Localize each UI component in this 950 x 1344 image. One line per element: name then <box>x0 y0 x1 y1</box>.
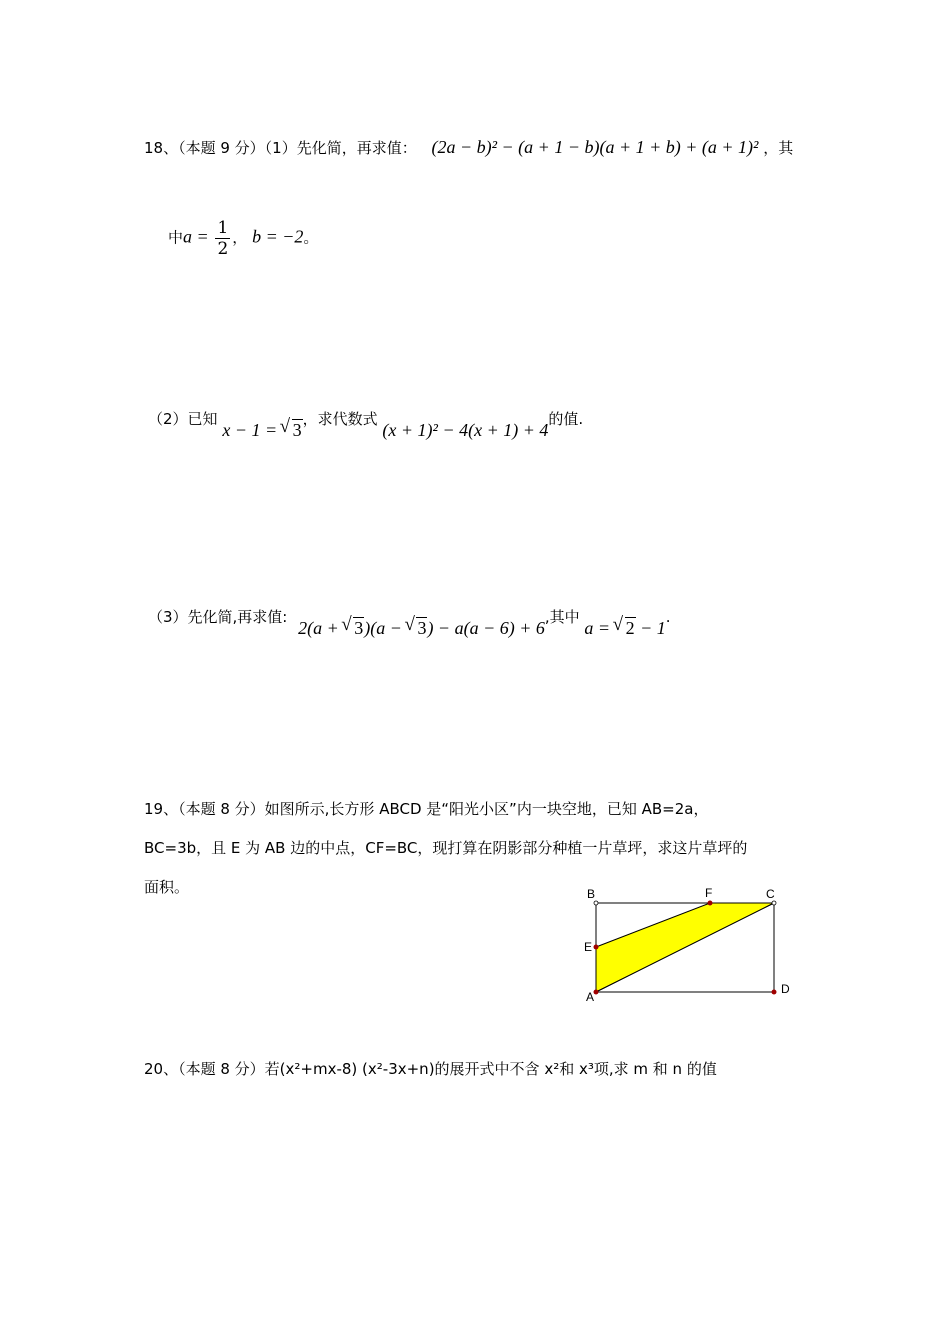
q18-part3-prefix: （3）先化简,再求值: <box>148 608 288 626</box>
label-a: A <box>586 990 595 1004</box>
q18-part2-cond-rad: 3 <box>292 420 302 440</box>
q18-end: 。 <box>303 228 319 247</box>
q19-line2: BC=3b，且 E 为 AB 边的中点，CF=BC，现打算在阴影部分种植一片草坪，求这片草坪的 <box>144 839 748 857</box>
q18-part3-cond-rhs: − 1 <box>640 618 666 638</box>
q18-part2-expr: (x + 1)² − 4(x + 1) + 4 <box>382 420 549 440</box>
q18-frac-num: 1 <box>217 218 229 238</box>
q18-part3-cond-lhs: a = <box>584 618 611 638</box>
q18-expression <box>432 137 759 157</box>
q18-part2-mid: ，求代数式 <box>302 410 378 428</box>
label-e: E <box>584 940 593 954</box>
q18-part3-rad2: 3 <box>417 618 427 638</box>
q18-part3-expr-b: )(a − <box>364 618 402 638</box>
q18-part2-end: 的值. <box>548 410 584 428</box>
q18-line2-prefix: 中 <box>168 228 184 247</box>
q18-part3-line <box>148 606 671 638</box>
label-c: C <box>766 887 775 901</box>
q19-line1: 19、（本题 8 分）如图所示,长方形 ABCD 是“阳光小区”内一块空地，已知 AB=2a， <box>144 800 709 818</box>
q18-expr1: (2a − b)² − (a + 1 − b)(a + 1 + b) + (a + 1)² <box>431 137 759 157</box>
q18-a-lhs: a = <box>183 226 209 247</box>
q18-part2-prefix: （2）已知 <box>148 410 218 428</box>
label-d: D <box>781 982 790 996</box>
point-f <box>708 901 713 906</box>
q18-b-expr: b = −2 <box>252 226 304 247</box>
q18-part3-condition <box>584 618 665 638</box>
q18-part2-line <box>148 408 584 440</box>
rectangle-figure <box>580 883 810 1008</box>
point-b <box>594 901 598 905</box>
q18-part3-end: . <box>665 608 671 626</box>
point-e <box>594 945 599 950</box>
q18-sep: ， <box>232 228 248 247</box>
q18-part1-line2 <box>168 218 318 259</box>
q18-part2-cond-lhs: x − 1 = <box>222 420 278 440</box>
q18-part2-condition <box>222 420 302 440</box>
q18-frac-den: 2 <box>217 239 229 259</box>
q18-part3-expr-a: 2(a + <box>298 618 339 638</box>
sqrt-symbol <box>282 420 303 440</box>
q20-line1: 20、（本题 8 分）若(x²+mx-8) (x²-3x+n)的展开式中不含 x²和 x³项,求 m 和 n 的值 <box>144 1060 717 1078</box>
sqrt-symbol <box>343 618 364 638</box>
label-b: B <box>587 887 596 901</box>
q18-fraction <box>215 218 230 259</box>
sqrt-symbol <box>615 618 636 638</box>
q18-part3-expr-c: ) − a(a − 6) + 6 <box>427 618 545 638</box>
q18-part3-rad1: 3 <box>354 618 364 638</box>
point-d <box>772 990 777 995</box>
q18-header: 18、（本题 9 分）（1）先化简，再求值： <box>144 139 417 157</box>
q18-part3-cond-rad: 2 <box>625 618 635 638</box>
label-f: F <box>705 886 713 900</box>
sqrt-symbol <box>406 618 427 638</box>
q19-line3: 面积。 <box>144 878 190 896</box>
q18-tail: ，其 <box>763 139 794 157</box>
q18-part3-expression <box>298 618 545 638</box>
q18-part1-line <box>144 137 793 158</box>
point-a <box>594 990 599 995</box>
q18-part3-mid: ,其中 <box>544 608 580 626</box>
point-c <box>772 901 776 905</box>
